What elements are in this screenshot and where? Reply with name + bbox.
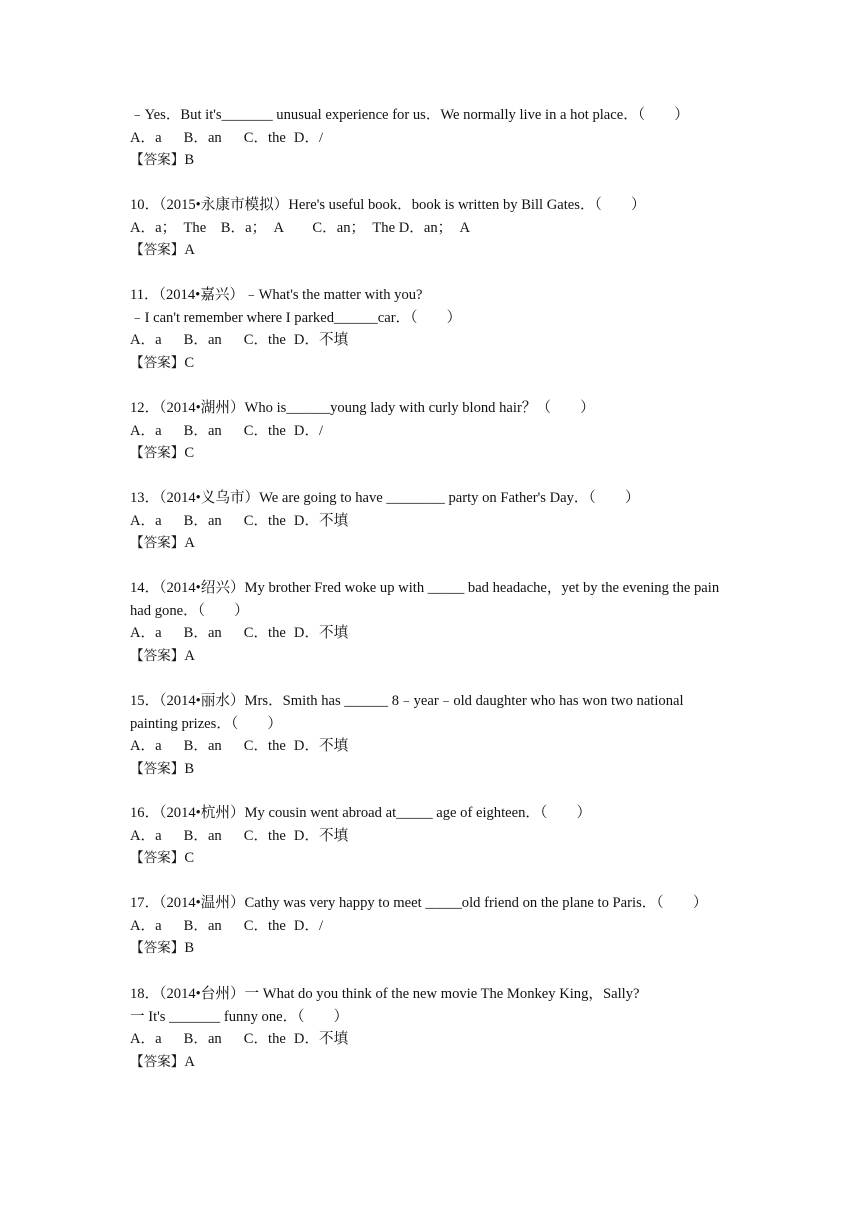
question-text: ﹣Yes．But it's_______ unusual experience for us．We normally live in a hot place．（ ） bbox=[130, 107, 689, 123]
option-c: C．the bbox=[243, 332, 286, 348]
answer-value: A bbox=[184, 535, 195, 551]
question-text-line-2: painting prizes．（ ） bbox=[130, 715, 282, 732]
option-c: C．the bbox=[243, 917, 286, 934]
option-a: A．a bbox=[130, 1031, 162, 1047]
options-row bbox=[130, 510, 740, 533]
option-a: A．a bbox=[130, 625, 162, 641]
option-b: B．an bbox=[183, 917, 222, 934]
option-b: B．an bbox=[183, 625, 222, 641]
option-b: B．an bbox=[183, 827, 222, 844]
answer-row bbox=[130, 645, 740, 668]
question-13 bbox=[130, 487, 740, 555]
answer-value: B bbox=[184, 760, 195, 777]
option-a: A．a bbox=[130, 129, 162, 146]
answer-row bbox=[130, 532, 740, 555]
options-row bbox=[130, 127, 740, 150]
option-d: D．不填 bbox=[293, 1031, 349, 1047]
answer-row bbox=[130, 937, 740, 960]
answer-row bbox=[130, 442, 740, 465]
options-row: A．a； The B．a； A C．an； The D．an； A bbox=[130, 219, 471, 236]
answer-value: C bbox=[184, 850, 195, 866]
option-b: B．an bbox=[183, 738, 222, 754]
option-d: D．/ bbox=[293, 129, 324, 146]
answer-value: A bbox=[184, 647, 195, 664]
option-b: B．an bbox=[183, 422, 222, 439]
answer-label: 【答案】 bbox=[130, 152, 185, 168]
option-d: D．不填 bbox=[293, 827, 349, 844]
question-10 bbox=[130, 194, 740, 262]
answer-value: C bbox=[184, 354, 195, 371]
answer-label: 【答案】 bbox=[130, 242, 185, 258]
question-text-line-2: ﹣I can't remember where I parked______car．（ ） bbox=[130, 309, 462, 326]
question-text: 10．（2015•永康市模拟）Here's useful book．book is written by Bill Gates．（ ） bbox=[130, 197, 646, 213]
option-b: B．an bbox=[183, 1031, 222, 1047]
options-row bbox=[130, 420, 740, 443]
option-b: B．an bbox=[183, 129, 222, 146]
answer-label: 【答案】 bbox=[130, 535, 185, 551]
option-c: C．the bbox=[243, 512, 286, 529]
option-b: B．an bbox=[183, 512, 222, 529]
option-c: C．the bbox=[243, 625, 286, 641]
options-row bbox=[130, 329, 740, 352]
answer-row bbox=[130, 149, 740, 172]
answer-row bbox=[130, 847, 740, 870]
answer-label: 【答案】 bbox=[130, 445, 185, 461]
question-text: 18．（2014•台州）一 What do you think of the new movie The Monkey King，Sally? bbox=[130, 986, 640, 1002]
question-text: 15．（2014•丽水）Mrs．Smith has ______ 8﹣year﹣old daughter who has won two national bbox=[130, 693, 684, 709]
options-row bbox=[130, 735, 740, 758]
answer-label: 【答案】 bbox=[130, 1053, 185, 1070]
options-row bbox=[130, 915, 740, 938]
answer-row bbox=[130, 758, 740, 781]
answer-label: 【答案】 bbox=[130, 850, 185, 866]
question-11 bbox=[130, 284, 740, 374]
answer-value: B bbox=[184, 940, 195, 956]
answer-label: 【答案】 bbox=[130, 647, 185, 664]
question-9 bbox=[130, 104, 740, 172]
option-a: A．a bbox=[130, 332, 162, 348]
option-d: D．/ bbox=[293, 917, 324, 934]
answer-label: 【答案】 bbox=[130, 760, 185, 777]
option-a: A．a bbox=[130, 422, 162, 439]
option-d: D．不填 bbox=[293, 738, 349, 754]
answer-row bbox=[130, 239, 740, 262]
options-row bbox=[130, 1028, 740, 1051]
option-c: C．the bbox=[243, 129, 286, 146]
question-15 bbox=[130, 690, 740, 780]
option-a: A．a bbox=[130, 512, 162, 529]
answer-value: A bbox=[184, 242, 195, 258]
question-text: 14．（2014•绍兴）My brother Fred woke up with _____ bad headache，yet by the evening the pain bbox=[130, 580, 720, 596]
answer-row bbox=[130, 352, 740, 375]
options-row bbox=[130, 622, 740, 645]
option-d: D．不填 bbox=[293, 332, 349, 348]
question-text: 12．（2014•湖州）Who is______young lady with curly blond hair？（ ） bbox=[130, 400, 595, 416]
option-c: C．the bbox=[243, 827, 286, 844]
option-d: D．不填 bbox=[293, 512, 349, 529]
answer-row bbox=[130, 1051, 740, 1074]
option-a: A．a bbox=[130, 738, 162, 754]
options-row bbox=[130, 825, 740, 848]
option-a: A．a bbox=[130, 827, 162, 844]
question-text-line-2: 一 It's _______ funny one．（ ） bbox=[130, 1008, 349, 1025]
question-14 bbox=[130, 577, 740, 667]
answer-value: C bbox=[184, 445, 195, 461]
answer-label: 【答案】 bbox=[130, 940, 185, 956]
option-d: D．不填 bbox=[293, 625, 349, 641]
option-c: C．the bbox=[243, 1031, 286, 1047]
answer-value: A bbox=[184, 1053, 195, 1070]
question-17 bbox=[130, 892, 740, 960]
question-text: 11．（2014•嘉兴）﹣What's the matter with you? bbox=[130, 287, 423, 303]
option-c: C．the bbox=[243, 422, 286, 439]
question-12 bbox=[130, 397, 740, 465]
question-text: 13．（2014•义乌市）We are going to have ________ party on Father's Day．（ ） bbox=[130, 490, 640, 506]
answer-value: B bbox=[184, 152, 195, 168]
question-text: 16．（2014•杭州）My cousin went abroad at_____ age of eighteen．（ ） bbox=[130, 805, 592, 821]
question-16 bbox=[130, 802, 740, 870]
question-text: 17．（2014•温州）Cathy was very happy to meet _____old friend on the plane to Paris．（ ） bbox=[130, 895, 708, 911]
question-text-line-2: had gone．（ ） bbox=[130, 602, 249, 619]
option-d: D．/ bbox=[293, 422, 324, 439]
option-c: C．the bbox=[243, 738, 286, 754]
option-b: B．an bbox=[183, 332, 222, 348]
question-18 bbox=[130, 983, 740, 1073]
option-a: A．a bbox=[130, 917, 162, 934]
answer-label: 【答案】 bbox=[130, 354, 185, 371]
